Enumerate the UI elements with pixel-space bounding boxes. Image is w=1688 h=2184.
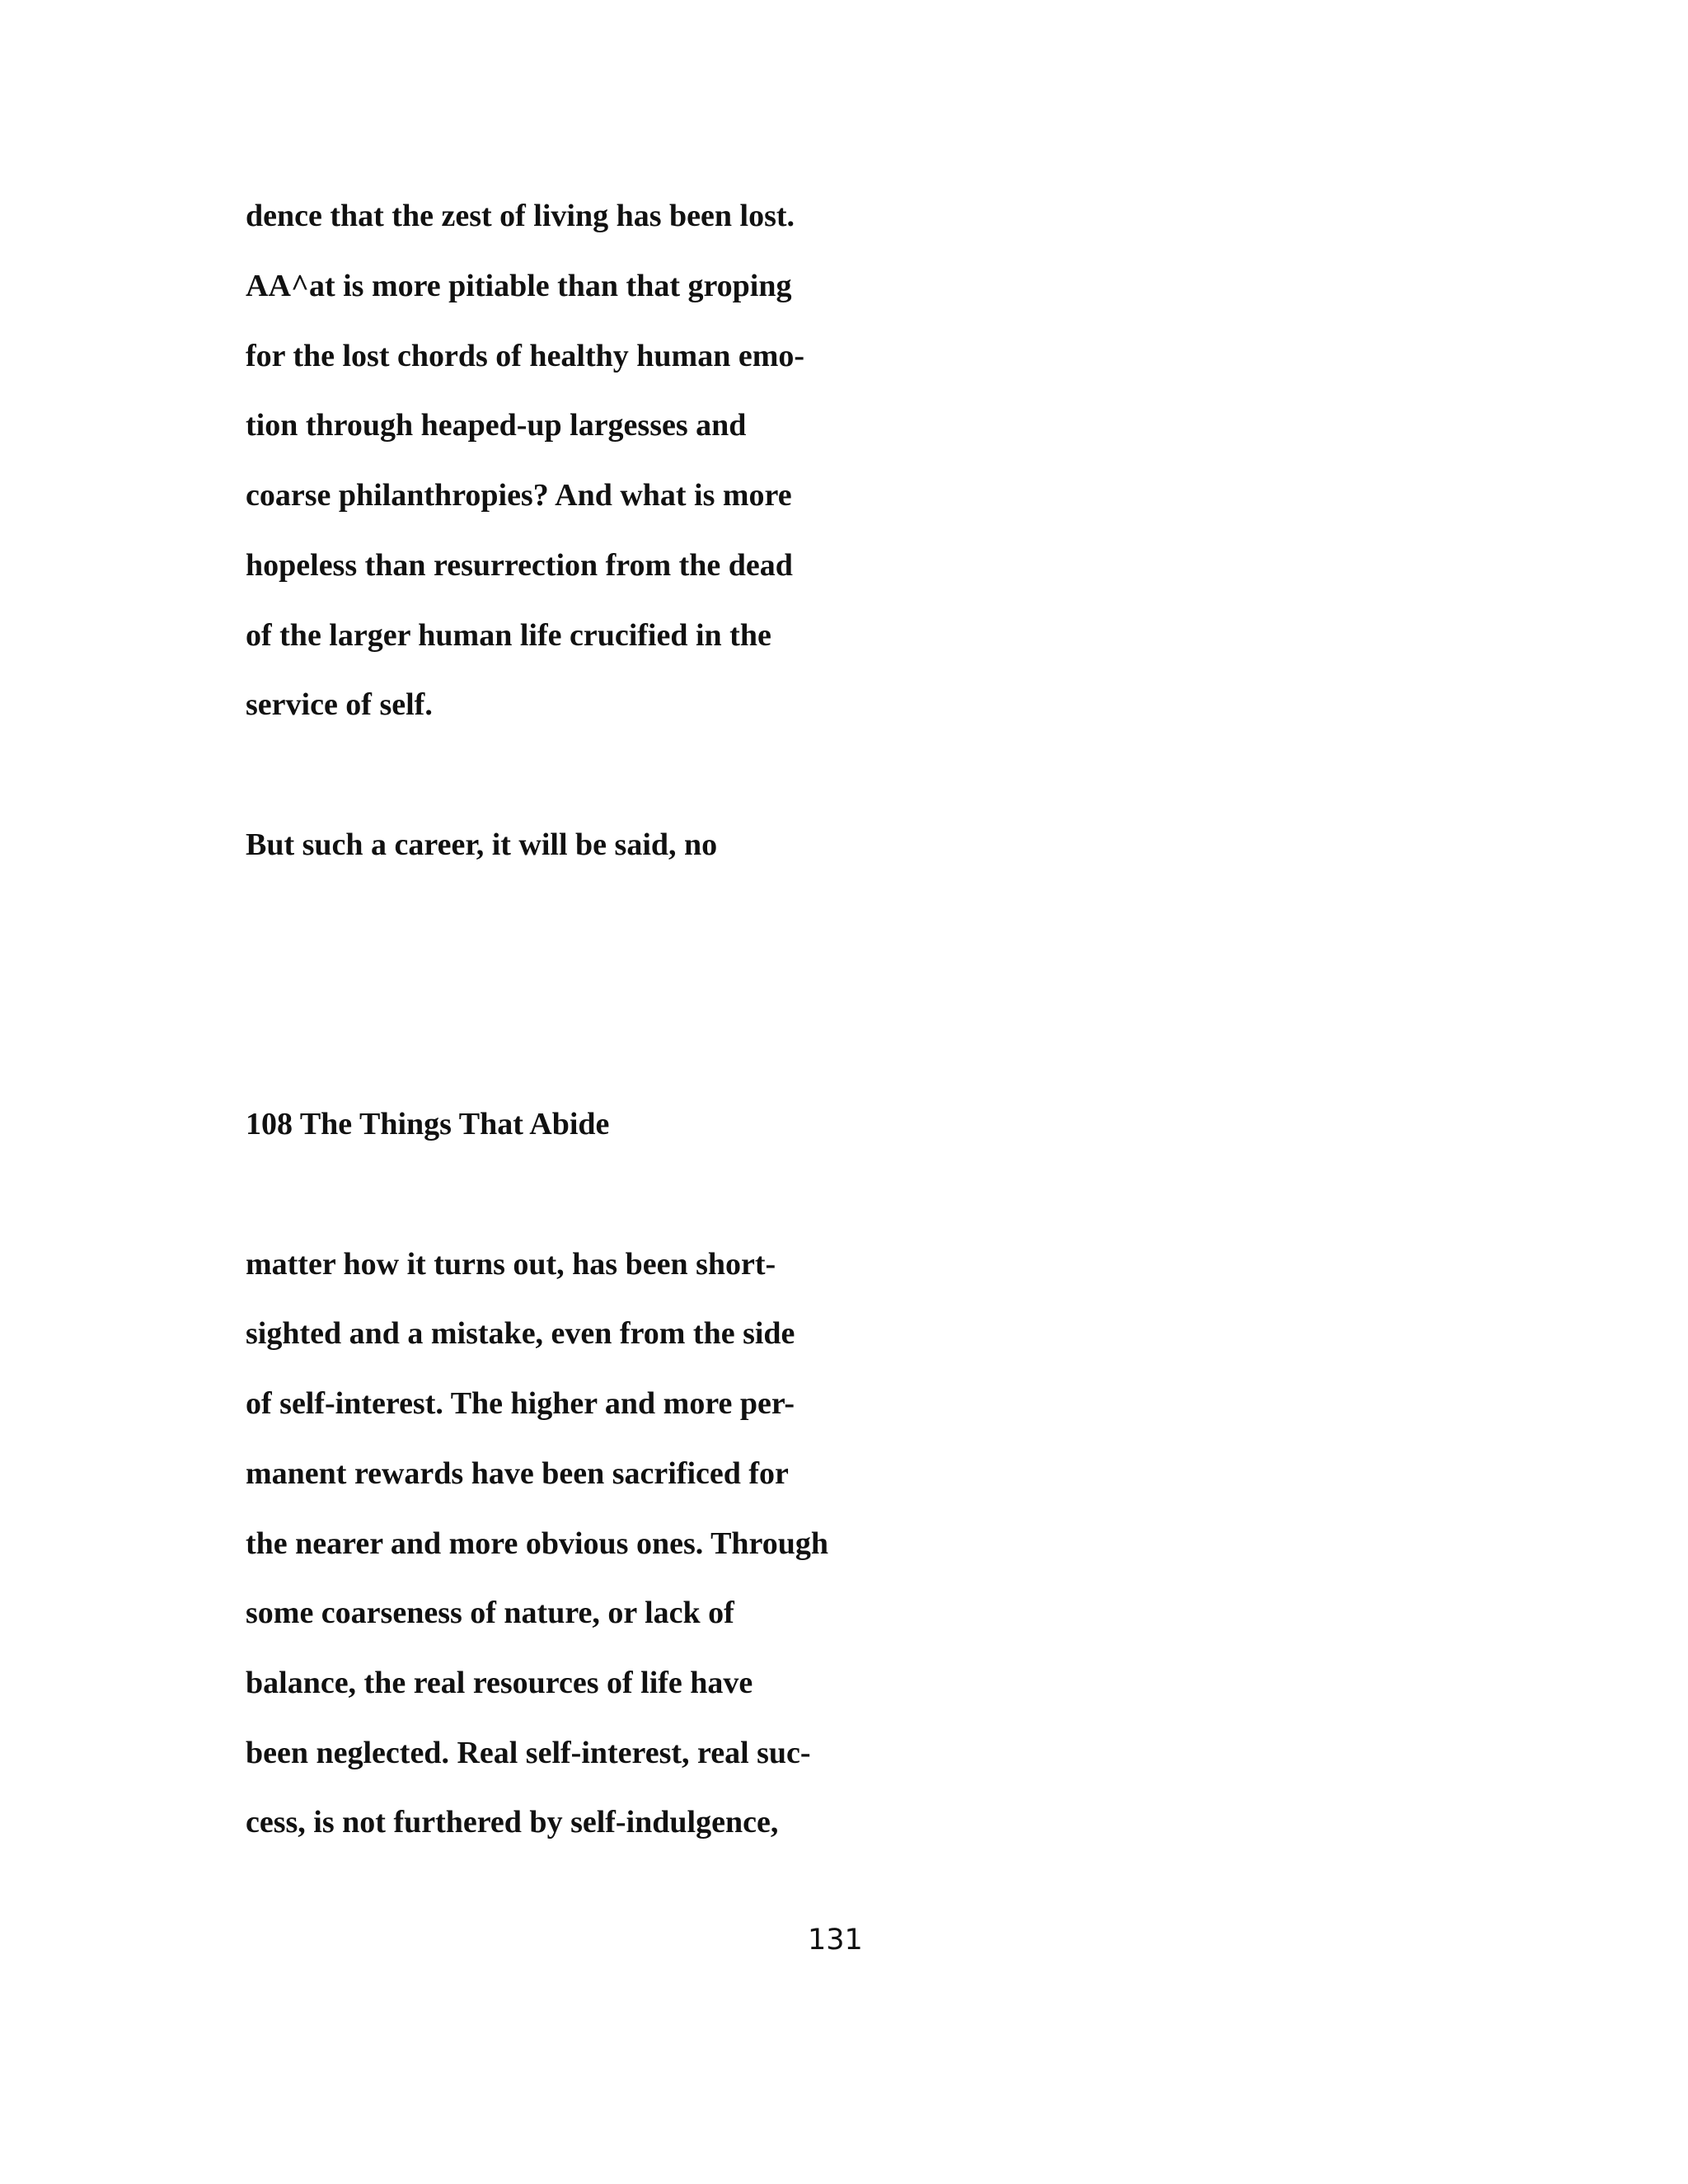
text-line: cess, is not furthered by self-indulgence,	[246, 1805, 779, 1840]
text-line: the nearer and more obvious ones. Through	[246, 1526, 828, 1561]
text-line: coarse philanthropies? And what is more	[246, 478, 792, 513]
text-line: But such a career, it will be said, no	[246, 827, 718, 862]
text-line: been neglected. Real self-interest, real suc-	[246, 1736, 811, 1770]
text-line: service of self.	[246, 687, 433, 722]
text-line: dence that the zest of living has been lost.	[246, 199, 795, 233]
text-line: sighted and a mistake, even from the side	[246, 1316, 795, 1351]
page-number: 131	[808, 1924, 863, 1957]
text-line: hopeless than resurrection from the dead	[246, 548, 793, 583]
running-header: 108 The Things That Abide	[246, 1107, 610, 1141]
text-line: some coarseness of nature, or lack of	[246, 1596, 734, 1630]
text-line: manent rewards have been sacrificed for	[246, 1456, 789, 1491]
text-line: of self-interest. The higher and more per-	[246, 1386, 795, 1421]
text-line: for the lost chords of healthy human emo-	[246, 339, 805, 373]
text-line: tion through heaped-up largesses and	[246, 408, 747, 443]
text-line: matter how it turns out, has been short-	[246, 1247, 776, 1282]
text-line: balance, the real resources of life have	[246, 1666, 753, 1700]
text-line: AA^at is more pitiable than that groping	[246, 269, 792, 303]
text-line: of the larger human life crucified in the	[246, 618, 771, 653]
